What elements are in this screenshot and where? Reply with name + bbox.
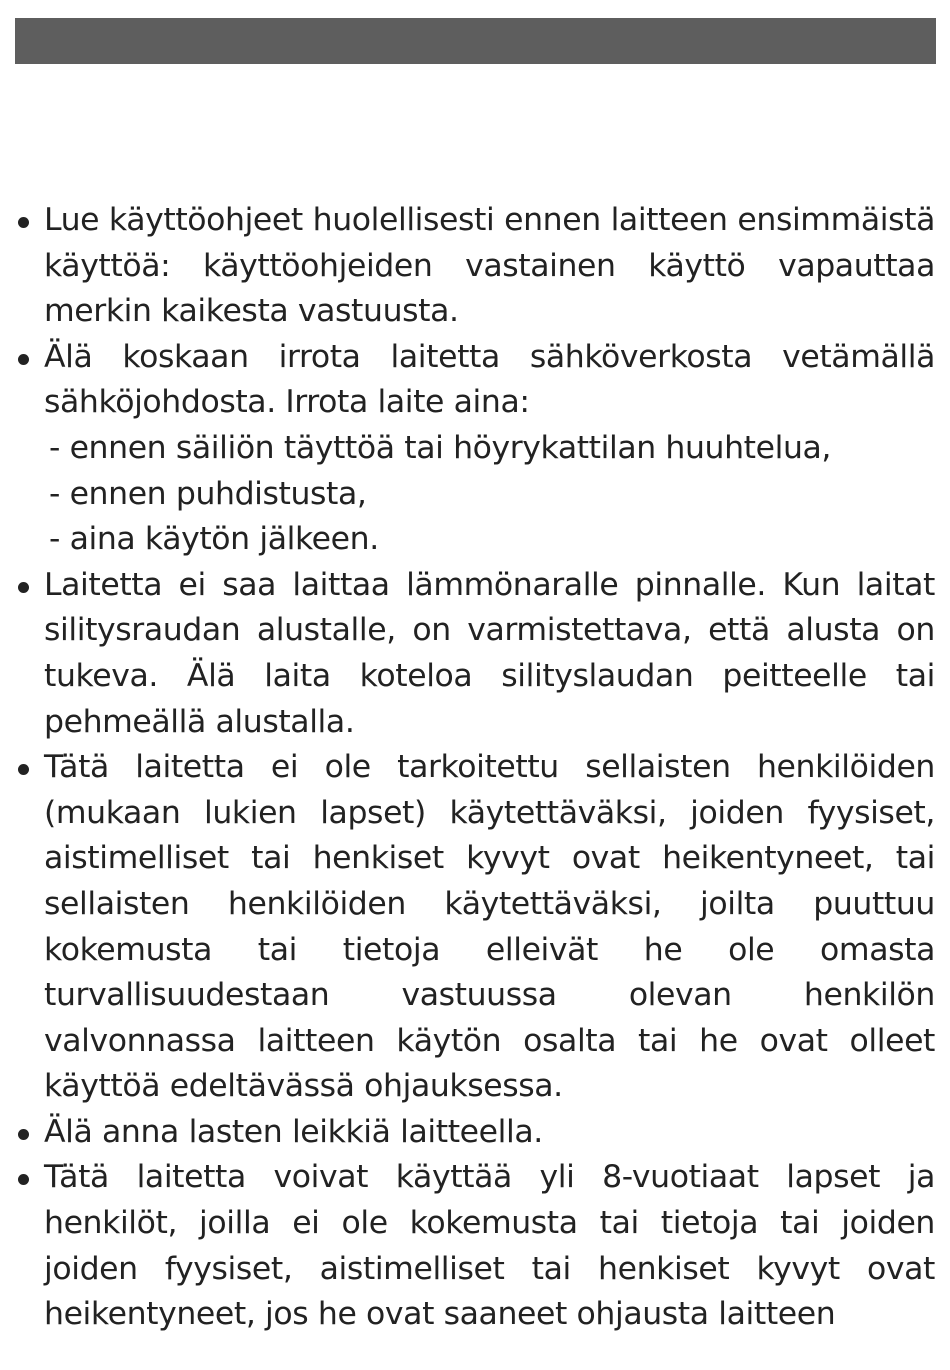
bullet-text: Älä koskaan irrota laitetta sähköverkosta vetämällä sähköjohdosta. Irrota laite aina: [44, 338, 935, 421]
header-bar [15, 18, 936, 64]
bullet-item-read-instructions [15, 198, 935, 335]
bullet-text: Älä anna lasten leikkiä laitteella. [44, 1113, 543, 1150]
sub-item-before-cleaning: - ennen puhdistusta, [49, 475, 367, 512]
bullet-text: Lue käyttöohjeet huolellisesti ennen laitteen ensimmäistä käyttöä: käyttöohjeiden vastainen käyttö vapauttaa merkin kaikesta vastuusta. [44, 202, 935, 330]
sub-item-after-use: - aina käytön jälkeen. [49, 521, 379, 558]
bullet-text: Tätä laitetta voivat käyttää yli 8-vuotiaat lapset ja henkilöt, joilla ei ole kokemusta tai tietoja tai joiden joiden fyysiset, aistimelliset tai henkiset kyvyt ovat heikentyneet, jos he ovat saaneet ohjausta laitteen [44, 1159, 935, 1333]
bullet-text: Tätä laitetta ei ole tarkoitettu sellaisten henkilöiden (mukaan lukien lapset) käytettäväksi, joiden fyysiset, aistimelliset tai henkiset kyvyt ovat heikentyneet, tai sellaisten henkilöiden käytettäväksi, joilta puuttuu kokemusta tai tietoja elleivät he ole omasta turvallisuudestaan vastuussa olevan henkilön valvonnassa laitteen käytön osalta tai he ovat olleet käyttöä edeltävässä ohjauksessa. [44, 749, 935, 1105]
safety-instructions [15, 198, 935, 1338]
bullet-item-not-intended [15, 745, 935, 1110]
unplug-sub-list [44, 426, 935, 563]
bullet-item-age-8 [15, 1155, 935, 1337]
bullet-list [15, 198, 935, 1338]
sub-item-before-filling: - ennen säiliön täyttöä tai höyrykattilan huuhtelua, [49, 429, 832, 466]
bullet-item-surface [15, 563, 935, 745]
bullet-item-children-play [15, 1110, 935, 1156]
bullet-item-unplug [15, 335, 935, 563]
bullet-text: Laitetta ei saa laittaa lämmönaralle pinnalle. Kun laitat silitysraudan alustalle, on varmistettava, että alusta on tukeva. Älä laita koteloa silityslaudan peitteelle tai pehmeällä alustalla. [44, 566, 935, 740]
